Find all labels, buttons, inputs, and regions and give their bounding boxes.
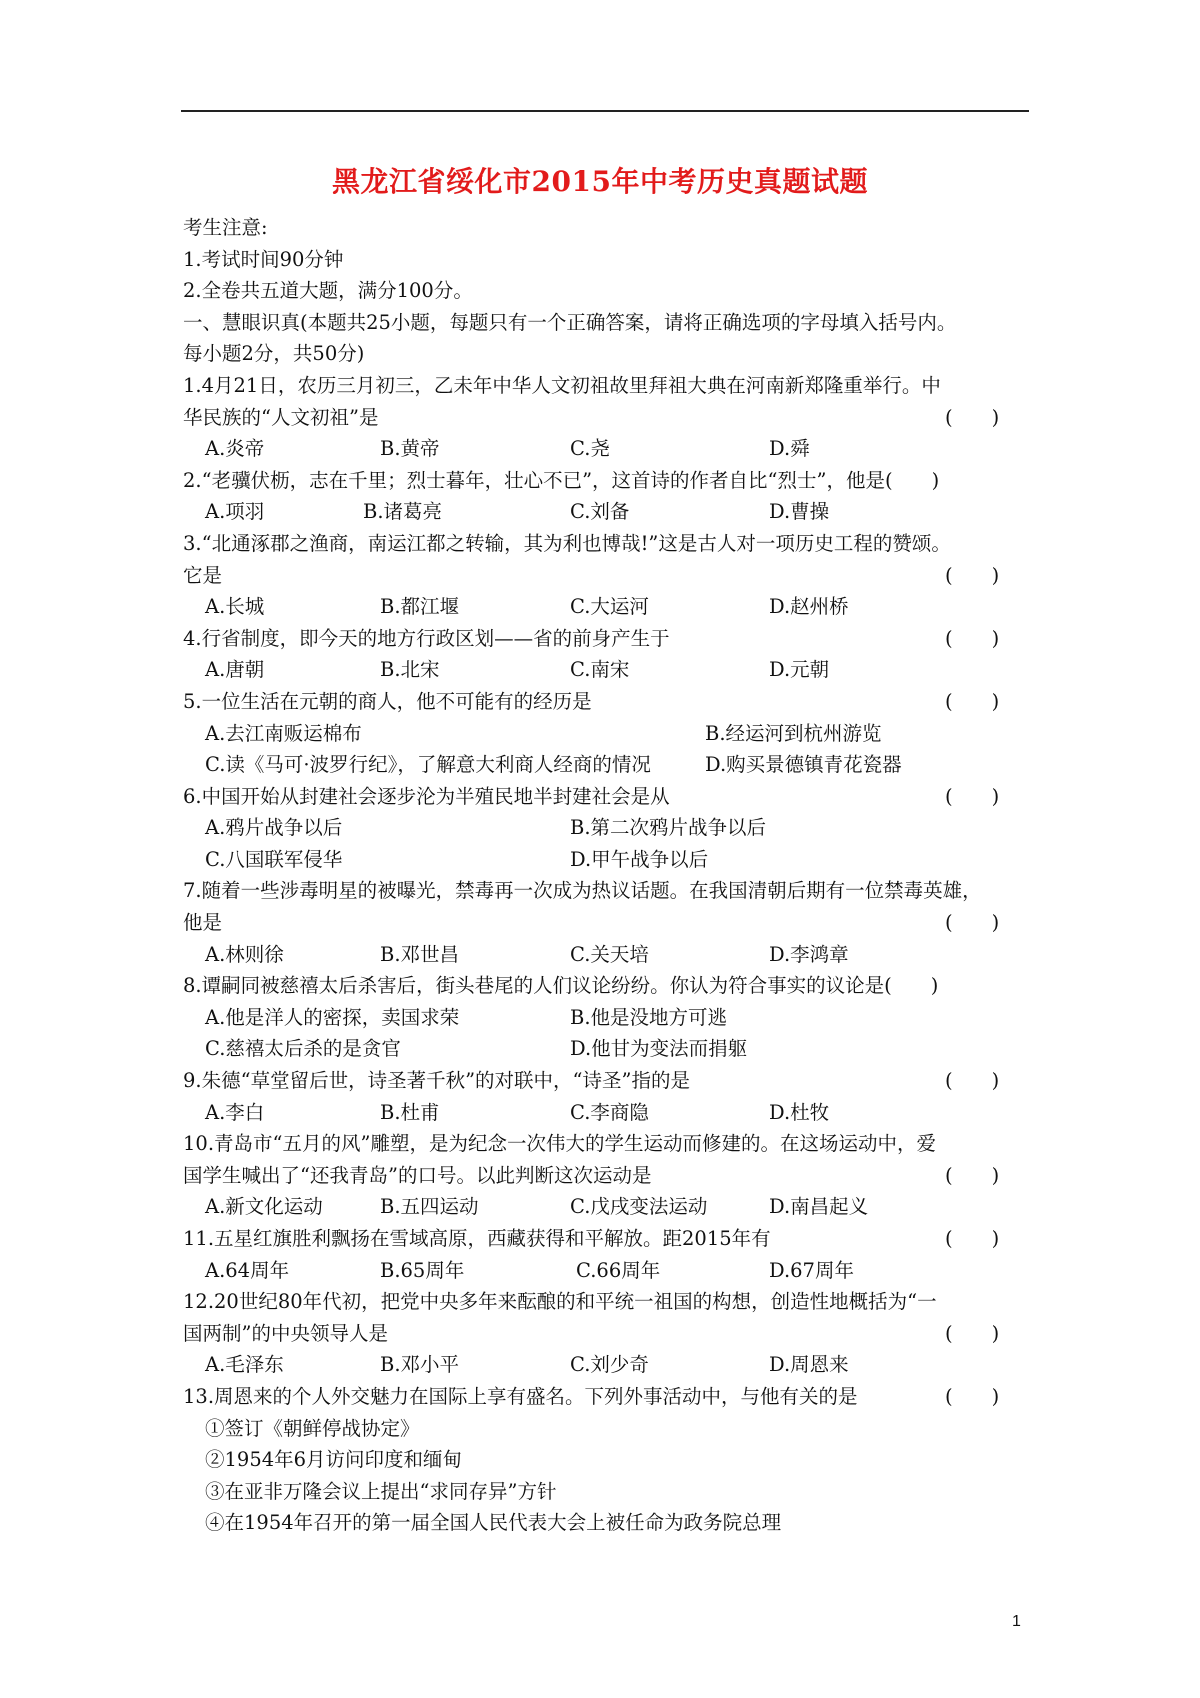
answer-option: B.北宋 — [380, 658, 440, 682]
text-line — [183, 560, 1033, 592]
answer-option: B.杜甫 — [380, 1100, 440, 1124]
line-text: ④在1954年召开的第一届全国人民代表大会上被任命为政务院总理 — [205, 1511, 782, 1535]
options-row — [183, 496, 1033, 528]
answer-option: B.邓世昌 — [380, 942, 460, 966]
line-text: 他是 — [183, 911, 223, 935]
line-text: ①签订《朝鲜停战协定》 — [205, 1416, 420, 1440]
answer-option: A.毛泽东 — [205, 1353, 284, 1377]
answer-option: C.刘少奇 — [570, 1353, 649, 1377]
answer-option: C.南宋 — [570, 658, 630, 682]
header-rule — [181, 110, 1029, 112]
line-text: 2.全卷共五道大题，满分100分。 — [183, 279, 473, 303]
answer-option: D.周恩来 — [769, 1353, 849, 1377]
answer-option: B.邓小平 — [380, 1353, 460, 1377]
answer-option: C.刘备 — [570, 500, 630, 524]
answer-option: D.甲午战争以后 — [570, 847, 709, 871]
text-line — [183, 875, 1033, 907]
options-row — [183, 939, 1033, 971]
answer-blank: ( ) — [945, 911, 1000, 935]
options-row — [183, 591, 1033, 623]
line-text: 6.中国开始从封建社会逐步沦为半殖民地半封建社会是从 — [183, 784, 670, 808]
text-line — [183, 1381, 1033, 1413]
text-line — [183, 402, 1033, 434]
answer-blank: ( ) — [945, 784, 1000, 808]
answer-blank: ( ) — [945, 563, 1000, 587]
line-text: 5.一位生活在元朝的商人，他不可能有的经历是 — [183, 689, 592, 713]
text-line — [183, 465, 1033, 497]
answer-option: A.林则徐 — [205, 942, 284, 966]
answer-option: D.他甘为变法而捐躯 — [570, 1037, 748, 1061]
answer-option: A.去江南贩运棉布 — [205, 721, 362, 745]
exam-content — [183, 212, 1033, 1539]
options-row — [183, 1349, 1033, 1381]
line-text: 每小题2分，共50分) — [183, 342, 365, 366]
options-row — [183, 812, 1033, 844]
sub-item — [183, 1507, 1033, 1539]
text-line — [183, 907, 1033, 939]
answer-option: A.鸦片战争以后 — [205, 816, 343, 840]
answer-blank: ( ) — [945, 689, 1000, 713]
answer-option: B.黄帝 — [380, 437, 440, 461]
answer-option: B.65周年 — [380, 1258, 465, 1282]
answer-option: C.戊戌变法运动 — [570, 1195, 708, 1219]
text-line — [183, 528, 1033, 560]
answer-blank: ( ) — [945, 1321, 1000, 1345]
line-text: 4.行省制度，即今天的地方行政区划——省的前身产生于 — [183, 626, 670, 650]
answer-option: B.第二次鸦片战争以后 — [570, 816, 767, 840]
page-title: 黑龙江省绥化市2015年中考历史真题试题 — [332, 165, 868, 198]
line-text: 一、慧眼识真(本题共25小题，每题只有一个正确答案，请将正确选项的字母填入括号内。 — [183, 310, 957, 334]
answer-option: C.读《马可·波罗行纪》，了解意大利商人经商的情况 — [205, 753, 651, 777]
answer-option: A.唐朝 — [205, 658, 265, 682]
answer-option: A.长城 — [205, 595, 265, 619]
answer-option: D.赵州桥 — [769, 595, 849, 619]
options-row — [183, 433, 1033, 465]
line-text: 7.随着一些涉毒明星的被曝光，禁毒再一次成为热议话题。在我国清朝后期有一位禁毒英雄， — [183, 879, 982, 903]
options-row — [183, 844, 1033, 876]
answer-option: D.曹操 — [769, 500, 830, 524]
answer-option: A.64周年 — [205, 1258, 290, 1282]
line-text: 华民族的“人文初祖”是 — [183, 405, 379, 429]
text-line — [183, 212, 1033, 244]
answer-option: C.李商隐 — [570, 1100, 649, 1124]
answer-option: C.大运河 — [570, 595, 649, 619]
answer-option: A.新文化运动 — [205, 1195, 323, 1219]
answer-option: D.元朝 — [769, 658, 830, 682]
line-text: 9.朱德“草堂留后世，诗圣著千秋”的对联中，“诗圣”指的是 — [183, 1069, 690, 1093]
answer-option: D.购买景德镇青花瓷器 — [705, 753, 902, 777]
text-line — [183, 1128, 1033, 1160]
line-text: 3.“北通涿郡之渔商，南运江都之转输，其为利也博哉!”这是古人对一项历史工程的赞颂。 — [183, 531, 951, 555]
options-row — [183, 1191, 1033, 1223]
sub-item — [183, 1476, 1033, 1508]
answer-blank: ( ) — [945, 1384, 1000, 1408]
text-line — [183, 1223, 1033, 1255]
answer-blank: ( ) — [945, 1227, 1000, 1250]
line-text: ③在亚非万隆会议上提出“求同存异”方针 — [205, 1479, 557, 1503]
line-text: 10.青岛市“五月的风”雕塑，是为纪念一次伟大的学生运动而修建的。在这场运动中，爱 — [183, 1132, 936, 1156]
answer-option: D.南昌起义 — [769, 1195, 869, 1219]
answer-option: C.尧 — [570, 437, 610, 461]
options-row — [183, 1033, 1033, 1065]
answer-blank: ( ) — [945, 1069, 1000, 1093]
text-line — [183, 244, 1033, 276]
answer-option: C.关天培 — [570, 942, 649, 966]
line-text: ②1954年6月访问印度和缅甸 — [205, 1448, 463, 1472]
options-row — [183, 718, 1033, 750]
options-row — [183, 1002, 1033, 1034]
line-text: 13.周恩来的个人外交魅力在国际上享有盛名。下列外事活动中，与他有关的是 — [183, 1384, 858, 1408]
answer-option: A.他是洋人的密探，卖国求荣 — [205, 1005, 460, 1029]
text-line — [183, 370, 1033, 402]
answer-option: B.他是没地方可逃 — [570, 1005, 728, 1029]
text-line — [183, 338, 1033, 370]
line-text: 1.考试时间90分钟 — [183, 247, 344, 271]
answer-blank: ( ) — [945, 1163, 1000, 1187]
answer-option: B.经运河到杭州游览 — [705, 721, 882, 745]
options-row — [183, 749, 1033, 781]
text-line — [183, 1318, 1033, 1350]
line-text: 11.五星红旗胜利飘扬在雪域高原，西藏获得和平解放。距2015年有 — [183, 1227, 771, 1250]
answer-option: C.八国联军侵华 — [205, 847, 343, 871]
line-text: 1.4月21日，农历三月初三，乙未年中华人文初祖故里拜祖大典在河南新郑隆重举行。中 — [183, 373, 941, 397]
answer-option: B.都江堰 — [380, 595, 460, 619]
answer-option: D.杜牧 — [769, 1100, 830, 1124]
line-text: 8.谭嗣同被慈禧太后杀害后，街头巷尾的人们议论纷纷。你认为符合事实的议论是( ) — [183, 974, 939, 998]
options-row — [183, 1097, 1033, 1129]
text-line — [183, 275, 1033, 307]
answer-blank: ( ) — [945, 626, 1000, 650]
answer-option: C.慈禧太后杀的是贪官 — [205, 1037, 401, 1061]
page-number: 1 — [1012, 1613, 1021, 1630]
sub-item — [183, 1413, 1033, 1445]
line-text: 12.20世纪80年代初，把党中央多年来酝酿的和平统一祖国的构想，创造性地概括为“一 — [183, 1290, 937, 1314]
text-line — [183, 1286, 1033, 1318]
answer-option: D.67周年 — [769, 1258, 854, 1282]
text-line — [183, 1160, 1033, 1192]
answer-option: B.五四运动 — [380, 1195, 479, 1219]
text-line — [183, 623, 1033, 655]
answer-option: D.舜 — [769, 437, 810, 461]
answer-option: A.项羽 — [205, 500, 265, 524]
answer-option: B.诸葛亮 — [363, 500, 443, 524]
line-text: 考生注意: — [183, 216, 268, 239]
answer-option: D.李鸿章 — [769, 942, 849, 966]
text-line — [183, 1065, 1033, 1097]
options-row — [183, 654, 1033, 686]
line-text: 国学生喊出了“还我青岛”的口号。以此判断这次运动是 — [183, 1163, 652, 1187]
text-line — [183, 686, 1033, 718]
sub-item — [183, 1444, 1033, 1476]
answer-option: A.炎帝 — [205, 437, 265, 461]
line-text: 国两制”的中央领导人是 — [183, 1321, 388, 1345]
line-text: 2.“老骥伏枥，志在千里；烈士暮年，壮心不已”，这首诗的作者自比“烈士”，他是( ) — [183, 468, 940, 492]
text-line — [183, 307, 1033, 339]
answer-option: A.李白 — [205, 1100, 265, 1124]
text-line — [183, 970, 1033, 1002]
answer-blank: ( ) — [945, 405, 1000, 429]
line-text: 它是 — [183, 563, 223, 587]
answer-option: C.66周年 — [576, 1258, 661, 1282]
text-line — [183, 781, 1033, 813]
options-row — [183, 1255, 1033, 1287]
